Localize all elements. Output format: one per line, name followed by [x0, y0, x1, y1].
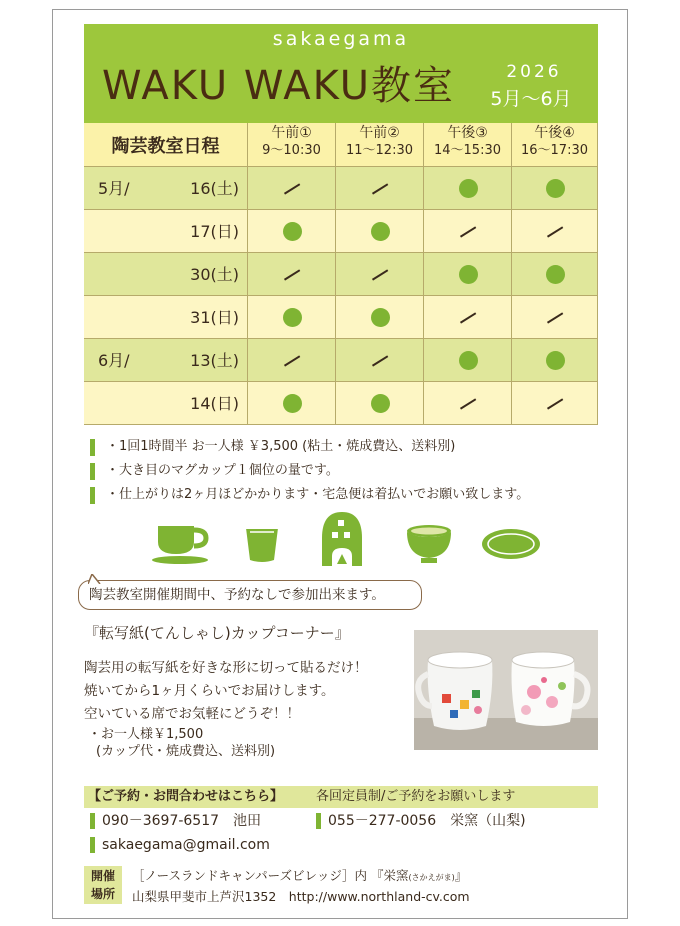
- corner-price: [88, 726, 275, 760]
- row-date: 16(土): [190, 179, 239, 198]
- slot-cell: [248, 167, 336, 210]
- bubble-tail-icon: [88, 574, 102, 584]
- slot-cell: [424, 339, 512, 382]
- venue-label-line: 開催: [90, 869, 115, 883]
- available-dot-icon: [371, 394, 390, 413]
- unavailable-slash-icon: [546, 226, 562, 237]
- slot-cell: [512, 253, 598, 296]
- venue-name: ［ノースランドキャンパーズビレッジ］内 『栄窯: [132, 868, 409, 883]
- slot-cell: [512, 382, 598, 425]
- email-address[interactable]: sakaegama@gmail.com: [90, 835, 270, 855]
- slot-cell: [424, 296, 512, 339]
- slot-cell: [248, 253, 336, 296]
- slot-time: 9～10:30: [262, 143, 321, 158]
- slot-cell: [512, 210, 598, 253]
- slot-cell: [336, 167, 424, 210]
- available-dot-icon: [546, 351, 565, 370]
- teacup-icon: [150, 520, 214, 566]
- corner-price-note: (カップ代・焼成費込、送料別): [96, 744, 276, 759]
- venue-line-1: [132, 866, 470, 887]
- venue-name-end: 』: [454, 868, 468, 883]
- corner-desc-line: 陶芸用の転写紙を好きな形に切って貼るだけ！: [84, 660, 368, 676]
- month-range: 5月～6月: [490, 88, 572, 110]
- table-row-date: [84, 339, 248, 382]
- unavailable-slash-icon: [371, 183, 387, 194]
- notes-list: [90, 436, 529, 508]
- unavailable-slash-icon: [459, 398, 475, 409]
- unavailable-slash-icon: [283, 355, 299, 366]
- slot-name: 午前①: [271, 125, 312, 141]
- unavailable-slash-icon: [371, 269, 387, 280]
- available-dot-icon: [283, 222, 302, 241]
- available-dot-icon: [283, 308, 302, 327]
- note-size: ・大き目のマグカップ１個位の量です。: [90, 460, 529, 484]
- available-dot-icon: [283, 394, 302, 413]
- unavailable-slash-icon: [546, 398, 562, 409]
- yunomi-cup-icon: [242, 524, 282, 566]
- schedule-table: [84, 123, 598, 426]
- walk-in-notice: 陶芸教室開催期間中、予約なしで参加出来ます。: [78, 580, 422, 610]
- available-dot-icon: [371, 222, 390, 241]
- kiln-icon: [318, 510, 366, 568]
- row-date: 17(日): [190, 222, 239, 241]
- slot-cell: [512, 296, 598, 339]
- schedule-title: 陶芸教室日程: [84, 123, 248, 167]
- available-dot-icon: [546, 265, 565, 284]
- corner-description: [84, 657, 368, 726]
- slot-cell: [512, 167, 598, 210]
- available-dot-icon: [459, 351, 478, 370]
- row-month: 6月/: [98, 351, 130, 370]
- unavailable-slash-icon: [371, 355, 387, 366]
- slot-header: [512, 123, 598, 167]
- table-row-date: [84, 253, 248, 296]
- row-date: 14(日): [190, 394, 239, 413]
- phone-ikeda[interactable]: 090－3697-6517 池田: [90, 811, 261, 831]
- table-row-date: [84, 167, 248, 210]
- slot-time: 11～12:30: [345, 143, 413, 158]
- venue-label-line: 場所: [90, 887, 115, 901]
- venue-label: [84, 866, 122, 904]
- slot-name: 午前②: [359, 125, 400, 141]
- slot-cell: [336, 296, 424, 339]
- slot-cell: [424, 167, 512, 210]
- slot-cell: [424, 210, 512, 253]
- unavailable-slash-icon: [283, 183, 299, 194]
- unavailable-slash-icon: [546, 312, 562, 323]
- available-dot-icon: [371, 308, 390, 327]
- corner-desc-line: 焼いてから1ヶ月くらいでお届けします。: [84, 683, 335, 699]
- slot-cell: [336, 339, 424, 382]
- slot-cell: [248, 382, 336, 425]
- unavailable-slash-icon: [459, 312, 475, 323]
- header-banner: [84, 24, 598, 123]
- slot-cell: [248, 296, 336, 339]
- row-date: 30(土): [190, 265, 239, 284]
- table-row-date: [84, 296, 248, 339]
- slot-name: 午後③: [447, 125, 488, 141]
- year-label: 2026: [506, 62, 562, 82]
- unavailable-slash-icon: [459, 226, 475, 237]
- plate-icon: [480, 526, 542, 562]
- available-dot-icon: [459, 265, 478, 284]
- table-row-date: [84, 382, 248, 425]
- row-date: 13(土): [190, 351, 239, 370]
- mugs-photo: [414, 630, 598, 750]
- bowl-icon: [404, 522, 454, 566]
- slot-cell: [336, 253, 424, 296]
- available-dot-icon: [459, 179, 478, 198]
- venue-ruby: (さかえがま): [408, 873, 455, 882]
- available-dot-icon: [546, 179, 565, 198]
- venue-address-url[interactable]: 山梨県甲斐市上芦沢1352 http://www.northland-cv.com: [132, 889, 470, 904]
- corner-title: 『転写紙(てんしゃし)カップコーナー』: [84, 624, 350, 642]
- slot-time: 14～15:30: [433, 143, 501, 158]
- slot-cell: [248, 210, 336, 253]
- slot-header: [248, 123, 336, 167]
- note-price: ・1回1時間半 お一人様 ￥3,500 (粘土・焼成費込、送料別): [90, 436, 529, 460]
- row-month: 5月/: [98, 179, 130, 198]
- slot-cell: [424, 253, 512, 296]
- corner-price-amount: ・お一人様￥1,500: [88, 727, 204, 742]
- contact-bar: [84, 786, 598, 808]
- slot-cell: [424, 382, 512, 425]
- slot-cell: [512, 339, 598, 382]
- slot-header: [424, 123, 512, 167]
- venue-info: [132, 866, 470, 906]
- slot-cell: [336, 382, 424, 425]
- slot-time: 16～17:30: [520, 143, 588, 158]
- note-delivery: ・仕上がりは2ヶ月ほどかかります・宅急便は着払いでお願い致します。: [90, 484, 529, 508]
- page-title: WAKU WAKU教室: [102, 63, 456, 109]
- mugs-illustration: [414, 630, 598, 750]
- slot-cell: [248, 339, 336, 382]
- corner-desc-line: 空いている席でお気軽にどうぞ！！: [84, 706, 300, 722]
- unavailable-slash-icon: [283, 269, 299, 280]
- table-row-date: [84, 210, 248, 253]
- slot-name: 午後④: [534, 125, 575, 141]
- slot-cell: [336, 210, 424, 253]
- contact-label: 【ご予約・お問合わせはこちら】: [88, 789, 284, 804]
- brand-name: sakaegama: [272, 28, 410, 50]
- slot-header: [336, 123, 424, 167]
- reservation-policy: 各回定員制/ご予約をお願いします: [316, 789, 516, 804]
- phone-sakaegama[interactable]: 055－277-0056 栄窯（山梨): [316, 811, 526, 831]
- row-date: 31(日): [190, 308, 239, 327]
